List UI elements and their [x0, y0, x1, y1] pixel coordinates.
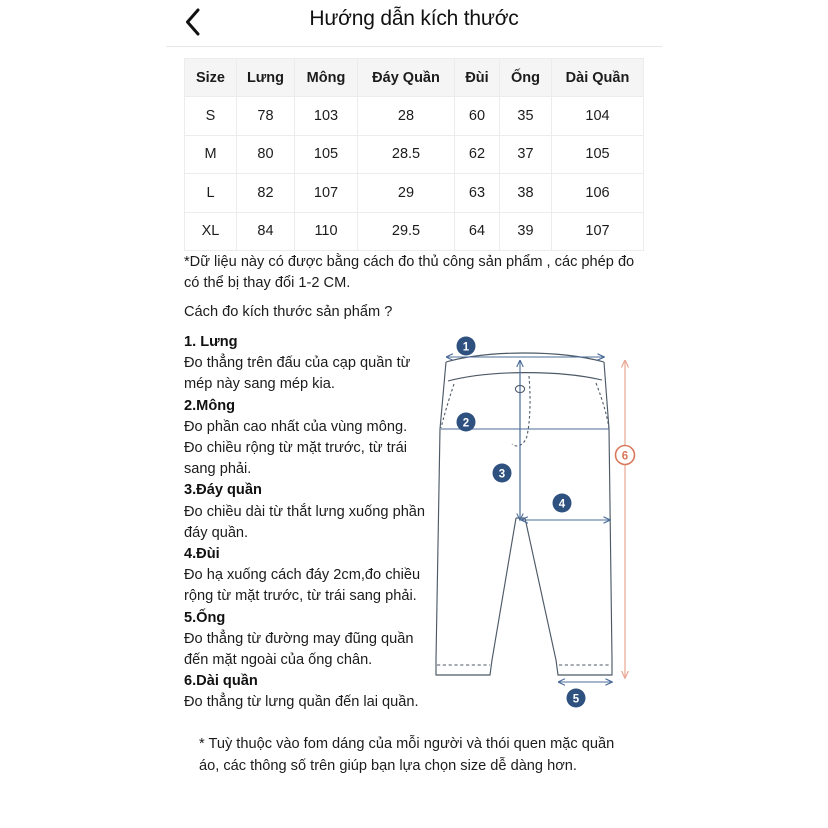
svg-text:5: 5: [572, 693, 580, 706]
cell-hip: 110: [295, 212, 358, 251]
instruction-body-4: Đo hạ xuống cách đáy 2cm,đo chiều rộng từ mặt trước, từ trái sang phải.: [184, 567, 421, 605]
pants-measurement-diagram: [428, 330, 644, 730]
measurement-instructions: [184, 332, 428, 714]
instruction-title-2: 2.Mông: [184, 397, 236, 414]
col-header-length: Dài Quần: [552, 59, 644, 97]
instruction-body-6: Đo thẳng từ lưng quần đến lai quần.: [184, 694, 419, 711]
instruction-body-2: Đo phần cao nhất của vùng mông. Đo chiều rộng từ mặt trước, từ trái sang phải.: [184, 418, 408, 478]
table-header-row: [185, 59, 644, 97]
instruction-body-1: Đo thẳng trên đấu của cạp quần từ mép này sang mép kia.: [184, 355, 411, 393]
measurement-disclaimer: *Dữ liệu này có được bằng cách đo thủ công sản phẩm , các phép đo có thể bị thay đổi 1-2 CM.: [184, 254, 635, 291]
marker-1: [457, 337, 476, 356]
cell-rise: 28: [358, 97, 455, 136]
cell-waist: 82: [237, 174, 295, 213]
table-row: [185, 97, 644, 136]
marker-3: [493, 464, 512, 483]
cell-hip: 103: [295, 97, 358, 136]
svg-text:3: 3: [498, 468, 506, 481]
size-chart-table: [184, 58, 644, 251]
instruction-title-5: 5.Ống: [184, 609, 226, 626]
marker-6: [616, 446, 635, 465]
cell-thigh: 62: [455, 135, 500, 174]
cell-legopen: 39: [500, 212, 552, 251]
cell-size: S: [185, 97, 237, 136]
col-header-thigh: Đùi: [455, 59, 500, 97]
instruction-title-3: 3.Đáy quần: [184, 482, 262, 499]
cell-rise: 28.5: [358, 135, 455, 174]
col-header-legopen: Ống: [500, 59, 552, 97]
cell-rise: 29.5: [358, 212, 455, 251]
cell-hip: 105: [295, 135, 358, 174]
svg-text:1: 1: [462, 341, 470, 354]
cell-waist: 78: [237, 97, 295, 136]
pants-outline: [436, 353, 612, 675]
table-row: [185, 212, 644, 251]
cell-length: 104: [552, 97, 644, 136]
app-header: [166, 0, 662, 47]
marker-5: [567, 689, 586, 708]
table-row: [185, 135, 644, 174]
svg-text:2: 2: [462, 417, 470, 430]
cell-waist: 84: [237, 212, 295, 251]
footer-note: * Tuỳ thuộc vào fom dáng của mỗi người và thói quen mặc quần áo, các thông số trên giúp bạn lựa chọn size dễ dàng hơn.: [199, 736, 615, 774]
cell-rise: 29: [358, 174, 455, 213]
instruction-title-4: 4.Đùi: [184, 546, 220, 563]
cell-hip: 107: [295, 174, 358, 213]
instruction-title-1: 1. Lưng: [184, 334, 238, 350]
table-row: [185, 174, 644, 213]
marker-4: [553, 494, 572, 513]
cell-length: 106: [552, 174, 644, 213]
cell-length: 107: [552, 212, 644, 251]
cell-thigh: 64: [455, 212, 500, 251]
instruction-body-5: Đo thẳng từ đường may đũng quần đến mặt ngoài của ống chân.: [184, 630, 414, 669]
svg-text:4: 4: [558, 498, 566, 511]
cell-length: 105: [552, 135, 644, 174]
fly-stitching: [512, 376, 530, 446]
cell-legopen: 38: [500, 174, 552, 213]
cell-size: L: [185, 174, 237, 213]
cell-legopen: 35: [500, 97, 552, 136]
col-header-rise: Đáy Quần: [358, 59, 455, 97]
cell-thigh: 63: [455, 174, 500, 213]
howto-question: Cách đo kích thước sản phẩm ?: [184, 304, 393, 320]
svg-text:6: 6: [621, 450, 629, 463]
col-header-hip: Mông: [295, 59, 358, 97]
cell-size: XL: [185, 212, 237, 251]
col-header-waist: Lưng: [237, 59, 295, 97]
cell-thigh: 60: [455, 97, 500, 136]
marker-2: [457, 413, 476, 432]
cell-waist: 80: [237, 135, 295, 174]
cell-legopen: 37: [500, 135, 552, 174]
instruction-body-3: Đo chiều dài từ thắt lưng xuống phần đáy quần.: [184, 503, 426, 541]
instruction-title-6: 6.Dài quần: [184, 673, 258, 690]
page-title: Hướng dẫn kích thước: [309, 7, 519, 30]
cell-size: M: [185, 135, 237, 174]
col-header-size: Size: [185, 59, 237, 97]
